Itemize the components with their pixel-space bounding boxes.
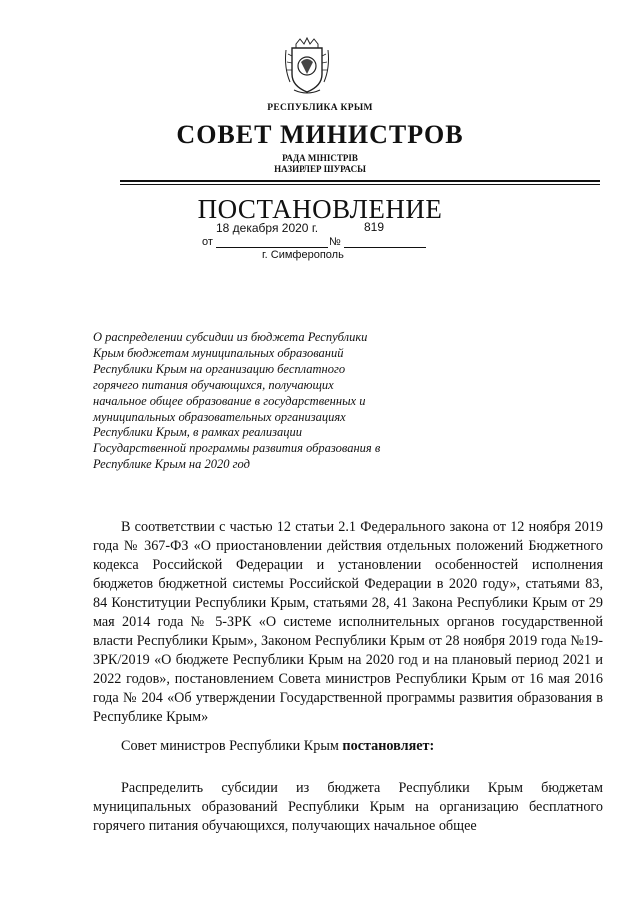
decree-date: 18 декабря 2020 г. xyxy=(216,221,319,235)
date-underline xyxy=(216,247,328,248)
body-paragraph-1: В соответствии с частью 12 статьи 2.1 Федерального закона от 12 ноября 2019 года № 367-ФЗ «О приостановлении действия отдельных положений Бюджетного кодекса Российской Федерации и установлении особенностей исполнения бюджетов бюджетной системы Российской Федерации в 2020 году», статьями 83, 84 Конституции Республики Крым, статьями 28, 41 Закона Республики Крым от 29 мая 2014 года № 5-ЗРК «О системе исполнительных органов государственной власти Республики Крым», Законом Республики Крым от 28 ноября 2019 года №19-ЗРК/2019 «О бюджете Республики Крым на 2020 год и на плановый период 2021 и 2022 годов», постановлением Совета министров Республики Крым от 16 мая 2016 года № 204 «Об утверждении Государственной программы развития образования в Республике Крым» xyxy=(93,519,603,725)
body-paragraph-2 xyxy=(93,737,603,756)
decree-subject: О распределении субсидии из бюджета Республики Крым бюджетам муниципальных образований Республики Крым на организацию бесплатного горячего питания обучающихся, получающих начальное общее образование в государственных и муниципальных образовательных организациях Республики Крым, в рамках реализации Государственной программы развития образования в Республике Крым на 2020 год xyxy=(93,330,381,472)
resolution-verb: постановляет: xyxy=(342,738,435,754)
date-label: от xyxy=(202,236,213,248)
body-paragraph-3: Распределить субсидии из бюджета Республики Крым бюджетам муниципальных образований Республики Крым на организацию бесплатного горячего питания обучающихся, получающих начальное общее xyxy=(93,780,603,834)
header-divider-thick xyxy=(120,180,600,182)
number-underline xyxy=(344,247,426,248)
republic-title: РЕСПУБЛИКА КРЫМ xyxy=(267,103,373,113)
header-divider-thin xyxy=(120,184,600,185)
number-label: № xyxy=(329,236,341,248)
city: г. Симферополь xyxy=(262,249,344,261)
decree-title: ПОСТАНОВЛЕНИЕ xyxy=(197,194,443,224)
resolution-lead: Совет министров Республики Крым xyxy=(121,738,343,754)
decree-number: 819 xyxy=(364,220,385,234)
council-title-crimean-tatar: НАЗИРЛЕР ШУРАСЫ xyxy=(274,164,366,174)
council-title-ukrainian: РАДА МІНІСТРІВ xyxy=(282,153,358,163)
crimea-coat-of-arms-icon xyxy=(282,36,332,96)
council-title: СОВЕТ МИНИСТРОВ xyxy=(176,120,464,149)
